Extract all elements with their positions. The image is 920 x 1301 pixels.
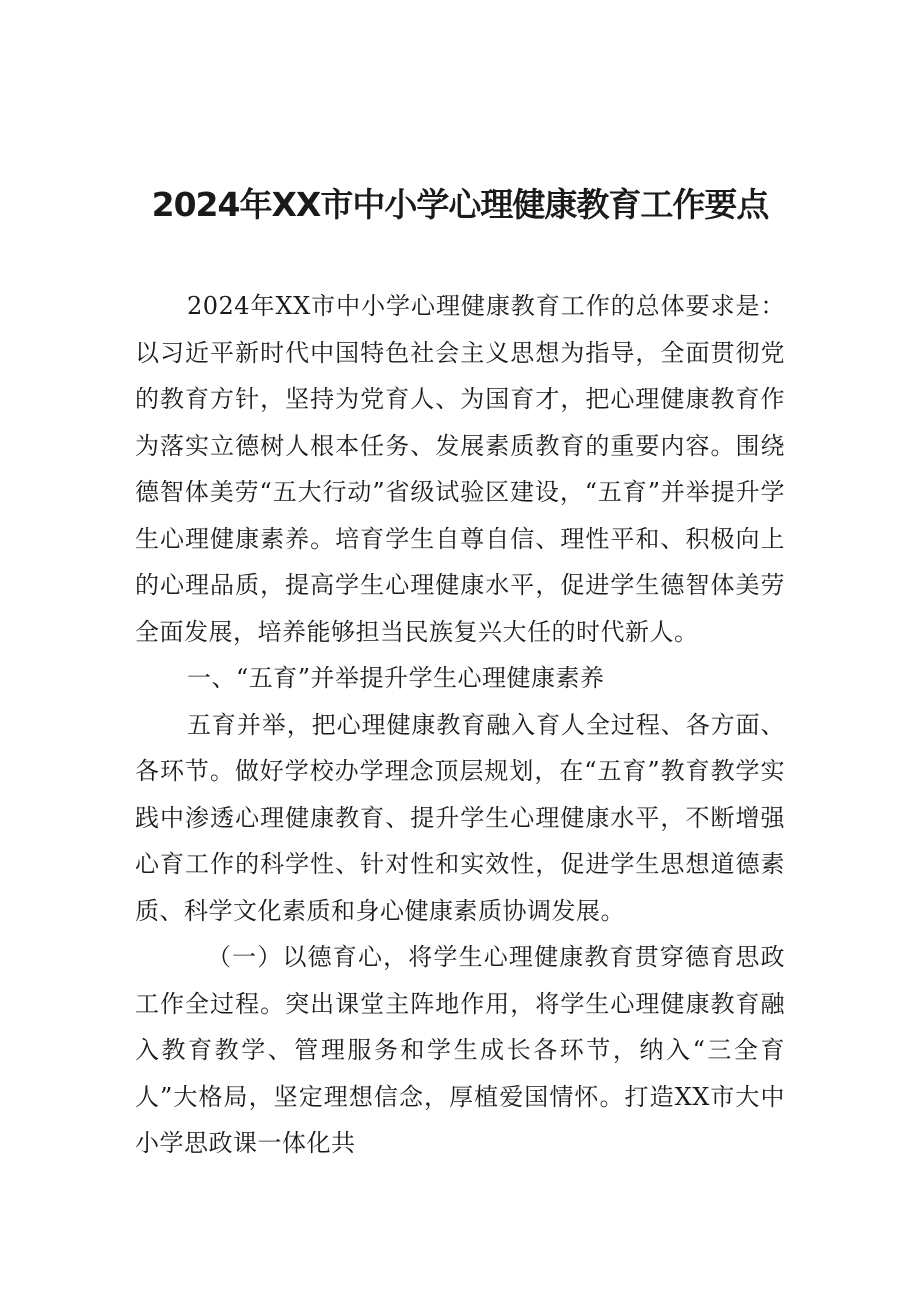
paragraph-five-education: 五育并举，把心理健康教育融入育人全过程、各方面、各环节。做好学校办学理念顶层规划，在“五育”教育教学实践中渗透心理健康教育、提升学生心理健康水平，不断增强心育工作的科学性、针对性和实效性，促进学生思想道德素质、科学文化素质和身心健康素质协调发展。 <box>135 710 785 925</box>
document-title: 2024年XX市中小学心理健康教育工作要点 <box>151 185 769 224</box>
section-heading-1: 一、“五育”并举提升学生心理健康素养 <box>187 664 605 692</box>
paragraph-moral-education: （一）以德育心，将学生心理健康教育贯穿德育思政工作全过程。突出课堂主阵地作用，将学生心理健康教育融入教育教学、管理服务和学生成长各环节，纳入“三全育人”大格局，坚定理想信念，厚植爱国情怀。打造XX市大中小学思政课一体化共 <box>135 943 785 1157</box>
document-body <box>135 283 785 1167</box>
paragraph-overview: 2024年XX市中小学心理健康教育工作的总体要求是：以习近平新时代中国特色社会主义思想为指导，全面贯彻党的教育方针，坚持为党育人、为国育才，把心理健康教育作为落实立德树人根本任务、发展素质教育的重要内容。围绕德智体美劳“五大行动”省级试验区建设，“五育”并举提升学生心理健康素养。培育学生自尊自信、理性平和、积极向上的心理品质，提高学生心理健康水平，促进学生德智体美劳全面发展，培养能够担当民族复兴大任的时代新人。 <box>135 292 785 646</box>
